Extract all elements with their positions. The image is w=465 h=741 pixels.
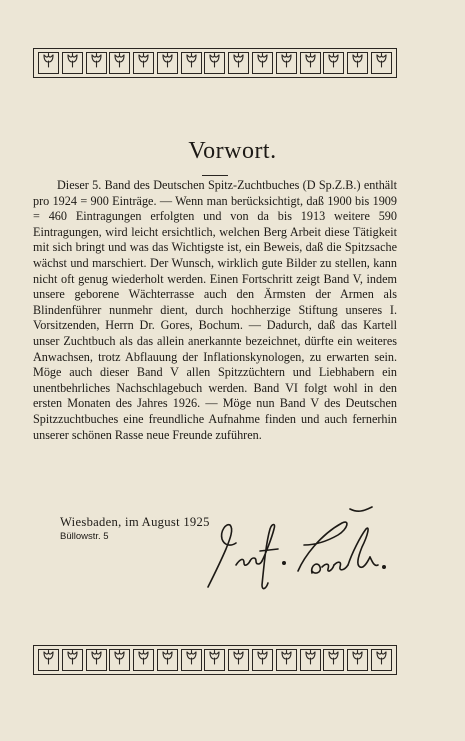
ornament-tile [276, 52, 297, 74]
ornament-tile [38, 649, 59, 671]
ornament-tile [252, 649, 273, 671]
street-address: Büllowstr. 5 [60, 531, 109, 542]
tulip-icon [326, 649, 341, 671]
tulip-icon [89, 52, 104, 74]
tulip-icon [374, 649, 389, 671]
place-date-line: Wiesbaden, im August 1925 [60, 515, 210, 529]
ornament-tile [109, 52, 130, 74]
tulip-icon [41, 649, 56, 671]
ornament-tile [62, 649, 83, 671]
tulip-icon [303, 52, 318, 74]
tulip-icon [65, 649, 80, 671]
ornament-tile [300, 52, 321, 74]
tulip-icon [279, 649, 294, 671]
top-ornament-border [33, 48, 397, 78]
ornament-tile [252, 52, 273, 74]
ornament-tile [109, 649, 130, 671]
tulip-icon [350, 52, 365, 74]
ornament-tile [157, 649, 178, 671]
ornament-tile [86, 649, 107, 671]
tulip-icon [136, 52, 151, 74]
ornament-tile [371, 649, 392, 671]
page-title: Vorwort. [188, 138, 277, 164]
ornament-tile [86, 52, 107, 74]
ornament-tile [181, 649, 202, 671]
ornament-tile [347, 649, 368, 671]
ornament-tile [38, 52, 59, 74]
tulip-icon [255, 52, 270, 74]
tulip-icon [112, 649, 127, 671]
tulip-icon [41, 52, 56, 74]
tulip-icon [279, 52, 294, 74]
tulip-icon [65, 52, 80, 74]
tulip-icon [231, 52, 246, 74]
tulip-icon [350, 649, 365, 671]
tulip-icon [207, 649, 222, 671]
ornament-tile [371, 52, 392, 74]
title-divider [202, 175, 228, 176]
tulip-icon [136, 649, 151, 671]
ornament-tile [228, 649, 249, 671]
signature-handwriting [200, 505, 415, 600]
ornament-tile [133, 649, 154, 671]
tulip-icon [89, 649, 104, 671]
ornament-tile [323, 649, 344, 671]
ornament-tile [204, 649, 225, 671]
ornament-tile [133, 52, 154, 74]
ornament-tile [300, 649, 321, 671]
ornament-tile [157, 52, 178, 74]
ornament-tile [204, 52, 225, 74]
ornament-tile [276, 649, 297, 671]
tulip-icon [184, 649, 199, 671]
tulip-icon [326, 52, 341, 74]
signature [200, 505, 415, 600]
preface-paragraph: Dieser 5. Band des Deutschen Spitz-Zuchtbuches (D Sp.Z.B.) enthält pro 1924 = 900 Einträge. — Wenn man berücksichtigt, daß 1900 bis 1909 = 460 Eintragungen erfolgten und von da bis 1913 weitere 590 Eintragungen, wird leicht ersichtlich, welchen Berg Arbeit diese Tätigkeit mit sich bringt und was das Wichtigste ist, ein Beweis, daß die Spitzsache wächst und marschiert. Der Wunsch, wirklich gute Bilder zu stellen, kann nicht oft genug wiederholt werden. Einen Fortschritt zeigt Band V, indem unsere geborene Wächterrasse auch den Ärmsten der Armen als Blindenführer nunmehr dient, durch hochherzige Stiftung unseres I. Vorsitzenden, Herrn Dr. Gores, Bochum. — Dadurch, daß das Kartell unser Zuchtbuch als das allein anerkannte bezeichnet, dürfte ein weiteres Anwachsen, trotz Abflauung der Inflationskynologen, zu erwarten sein. Möge auch dieser Band V allen Spitzzüchtern und Liebhabern ein unentbehrliches Nachschlagebuch werden. Band VI folgt wohl in den ersten Monaten des Jahres 1926. — Möge nun Band V des Deutschen Spitzzuchtbuches eine freundliche Aufnahme finden und auch fernerhin unserer schönen Rasse neue Freunde zuführen. [33, 178, 397, 442]
tulip-icon [255, 649, 270, 671]
tulip-icon [160, 52, 175, 74]
tulip-icon [184, 52, 199, 74]
tulip-icon [112, 52, 127, 74]
tulip-icon [207, 52, 222, 74]
tulip-icon [303, 649, 318, 671]
tulip-icon [231, 649, 246, 671]
ornament-tile [181, 52, 202, 74]
ornament-tile [62, 52, 83, 74]
bottom-ornament-border [33, 645, 397, 675]
ornament-tile [323, 52, 344, 74]
ornament-tile [347, 52, 368, 74]
tulip-icon [160, 649, 175, 671]
ornament-tile [228, 52, 249, 74]
tulip-icon [374, 52, 389, 74]
